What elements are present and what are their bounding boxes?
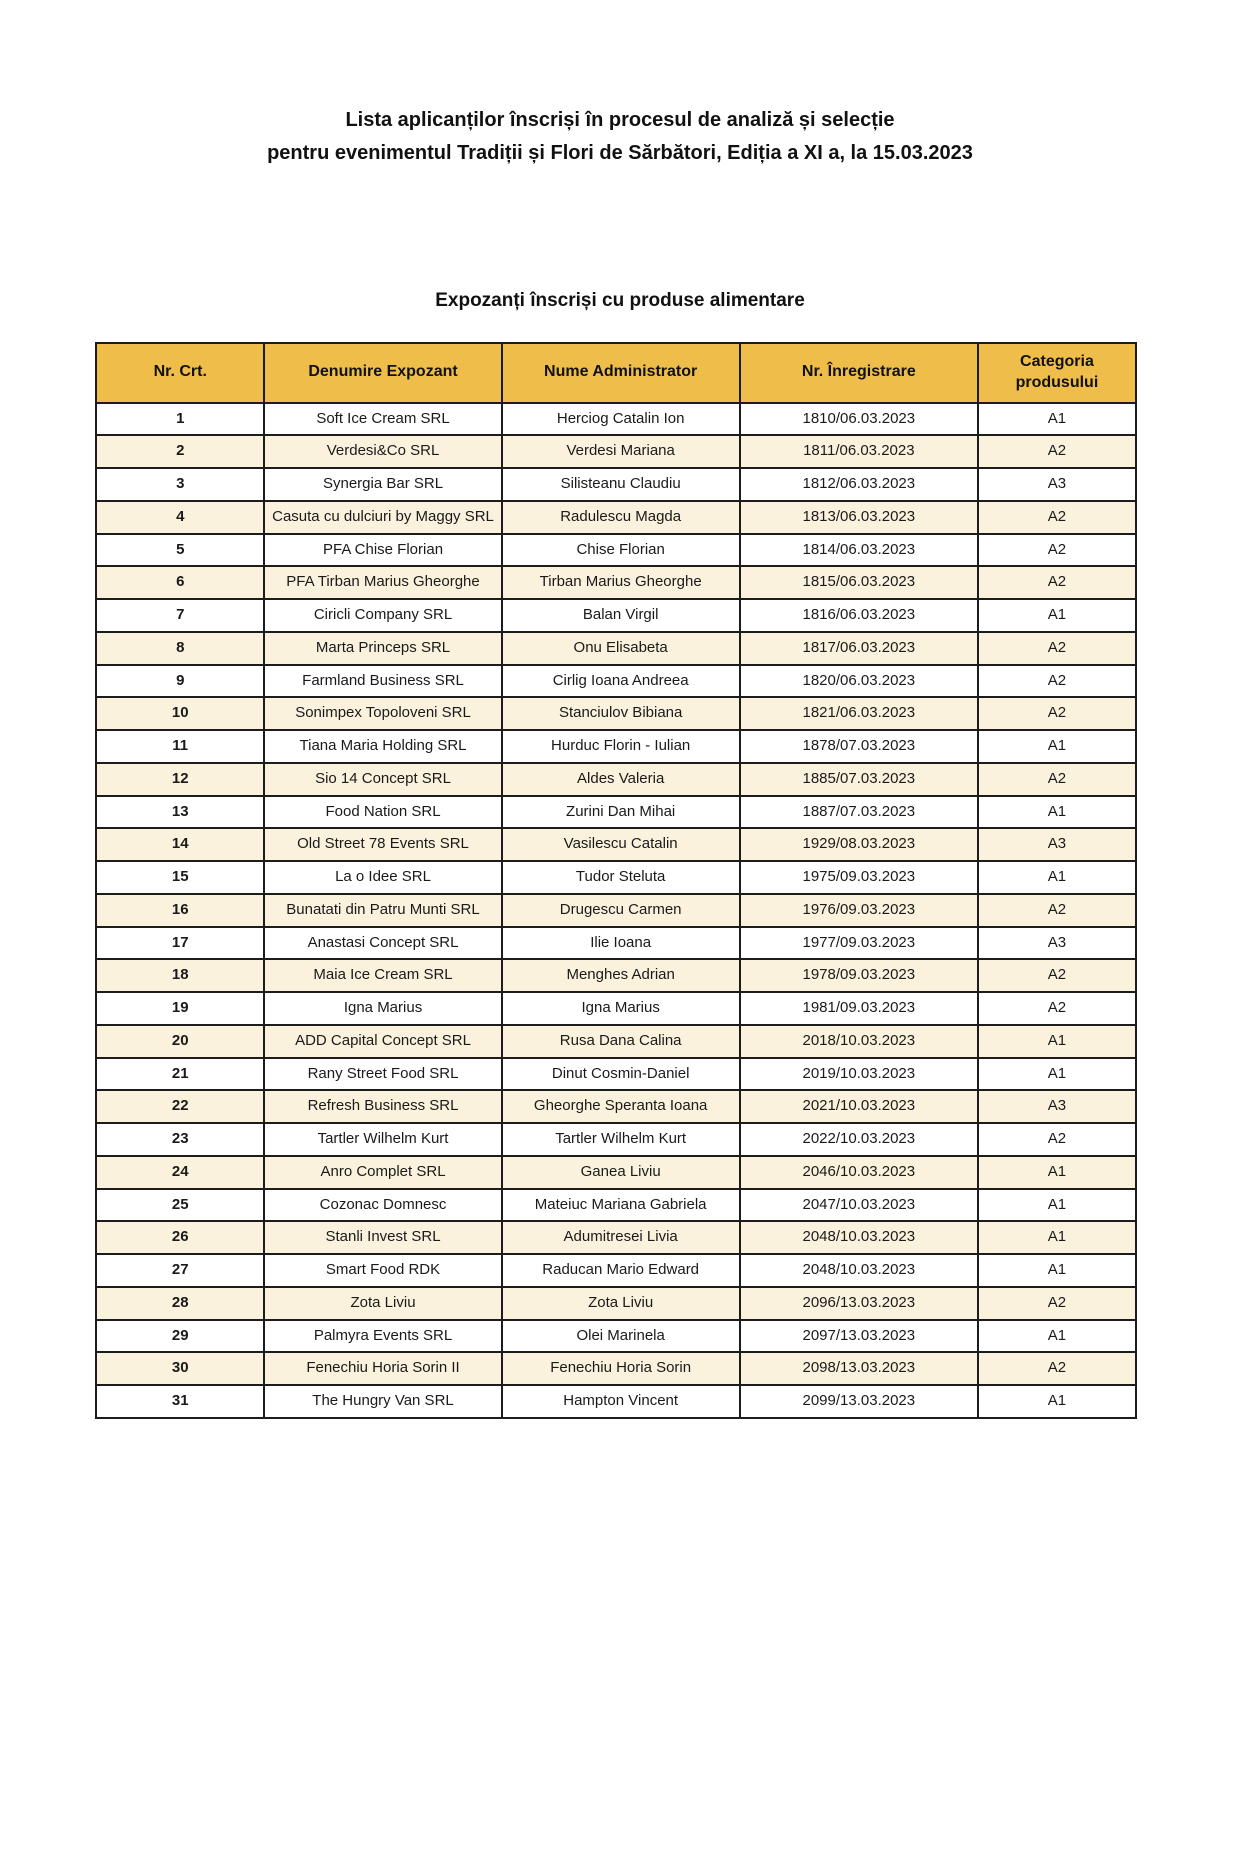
cell-nr-crt: 11 [96, 730, 264, 763]
cell-categoria-produsului: A2 [978, 632, 1136, 665]
cell-denumire-expozant: Sonimpex Topoloveni SRL [264, 697, 501, 730]
cell-nr-inregistrare: 1878/07.03.2023 [740, 730, 978, 763]
cell-denumire-expozant: La o Idee SRL [264, 861, 501, 894]
cell-nume-administrator: Raducan Mario Edward [502, 1254, 740, 1287]
cell-categoria-produsului: A2 [978, 697, 1136, 730]
cell-nr-crt: 26 [96, 1221, 264, 1254]
table-row [96, 1090, 1136, 1123]
table-row [96, 566, 1136, 599]
cell-nr-inregistrare: 2096/13.03.2023 [740, 1287, 978, 1320]
cell-nume-administrator: Dinut Cosmin-Daniel [502, 1058, 740, 1091]
table-row [96, 1385, 1136, 1418]
table-row [96, 1320, 1136, 1353]
cell-nr-inregistrare: 1887/07.03.2023 [740, 796, 978, 829]
cell-nume-administrator: Tartler Wilhelm Kurt [502, 1123, 740, 1156]
cell-nume-administrator: Rusa Dana Calina [502, 1025, 740, 1058]
cell-categoria-produsului: A1 [978, 1221, 1136, 1254]
cell-nume-administrator: Tirban Marius Gheorghe [502, 566, 740, 599]
cell-nume-administrator: Drugescu Carmen [502, 894, 740, 927]
cell-categoria-produsului: A3 [978, 828, 1136, 861]
cell-nr-crt: 31 [96, 1385, 264, 1418]
cell-nr-crt: 19 [96, 992, 264, 1025]
cell-categoria-produsului: A1 [978, 1058, 1136, 1091]
cell-nume-administrator: Gheorghe Speranta Ioana [502, 1090, 740, 1123]
table-row [96, 534, 1136, 567]
cell-nr-crt: 15 [96, 861, 264, 894]
cell-categoria-produsului: A1 [978, 1189, 1136, 1222]
cell-nr-inregistrare: 2048/10.03.2023 [740, 1221, 978, 1254]
cell-nr-inregistrare: 2046/10.03.2023 [740, 1156, 978, 1189]
table-row [96, 927, 1136, 960]
table-row [96, 599, 1136, 632]
cell-categoria-produsului: A1 [978, 1320, 1136, 1353]
table-row [96, 894, 1136, 927]
cell-nume-administrator: Ganea Liviu [502, 1156, 740, 1189]
cell-denumire-expozant: Ciricli Company SRL [264, 599, 501, 632]
document-title-line1: Lista aplicanților înscriși în procesul de analiză și selecție [345, 109, 895, 131]
cell-nr-inregistrare: 2099/13.03.2023 [740, 1385, 978, 1418]
cell-nr-inregistrare: 1981/09.03.2023 [740, 992, 978, 1025]
table-row [96, 1025, 1136, 1058]
table-row [96, 632, 1136, 665]
cell-categoria-produsului: A1 [978, 1254, 1136, 1287]
cell-nr-crt: 14 [96, 828, 264, 861]
cell-nr-crt: 29 [96, 1320, 264, 1353]
table-row [96, 1189, 1136, 1222]
cell-denumire-expozant: Casuta cu dulciuri by Maggy SRL [264, 501, 501, 534]
table-row [96, 1287, 1136, 1320]
cell-nr-crt: 13 [96, 796, 264, 829]
cell-nr-inregistrare: 1816/06.03.2023 [740, 599, 978, 632]
cell-nr-crt: 22 [96, 1090, 264, 1123]
cell-nr-inregistrare: 2019/10.03.2023 [740, 1058, 978, 1091]
cell-categoria-produsului: A2 [978, 566, 1136, 599]
table-row [96, 861, 1136, 894]
cell-denumire-expozant: Igna Marius [264, 992, 501, 1025]
table-row [96, 763, 1136, 796]
cell-nr-inregistrare: 2018/10.03.2023 [740, 1025, 978, 1058]
cell-categoria-produsului: A1 [978, 599, 1136, 632]
cell-nr-inregistrare: 1821/06.03.2023 [740, 697, 978, 730]
cell-nr-crt: 1 [96, 403, 264, 436]
cell-denumire-expozant: Farmland Business SRL [264, 665, 501, 698]
table-row [96, 828, 1136, 861]
cell-denumire-expozant: Smart Food RDK [264, 1254, 501, 1287]
table-row [96, 730, 1136, 763]
exhibitors-table [95, 342, 1137, 1419]
cell-denumire-expozant: Soft Ice Cream SRL [264, 403, 501, 436]
cell-nr-crt: 17 [96, 927, 264, 960]
cell-nr-inregistrare: 1820/06.03.2023 [740, 665, 978, 698]
cell-nr-crt: 28 [96, 1287, 264, 1320]
cell-nr-inregistrare: 1814/06.03.2023 [740, 534, 978, 567]
cell-categoria-produsului: A2 [978, 1352, 1136, 1385]
column-header-nume-administrator: Nume Administrator [502, 343, 740, 403]
cell-nr-crt: 6 [96, 566, 264, 599]
cell-denumire-expozant: Sio 14 Concept SRL [264, 763, 501, 796]
table-header-row [96, 343, 1136, 403]
cell-nr-crt: 18 [96, 959, 264, 992]
cell-categoria-produsului: A2 [978, 534, 1136, 567]
cell-nume-administrator: Adumitresei Livia [502, 1221, 740, 1254]
table-row [96, 1058, 1136, 1091]
column-header-nr-crt: Nr. Crt. [96, 343, 264, 403]
cell-nume-administrator: Menghes Adrian [502, 959, 740, 992]
cell-nr-crt: 9 [96, 665, 264, 698]
cell-nr-crt: 20 [96, 1025, 264, 1058]
table-row [96, 501, 1136, 534]
cell-nr-crt: 24 [96, 1156, 264, 1189]
cell-nr-inregistrare: 2047/10.03.2023 [740, 1189, 978, 1222]
cell-categoria-produsului: A1 [978, 403, 1136, 436]
cell-categoria-produsului: A2 [978, 1287, 1136, 1320]
cell-nume-administrator: Zurini Dan Mihai [502, 796, 740, 829]
cell-nume-administrator: Tudor Steluta [502, 861, 740, 894]
cell-nume-administrator: Hurduc Florin - Iulian [502, 730, 740, 763]
table-row [96, 468, 1136, 501]
cell-nr-crt: 2 [96, 435, 264, 468]
table-row [96, 697, 1136, 730]
cell-nr-inregistrare: 2048/10.03.2023 [740, 1254, 978, 1287]
column-header-denumire-expozant: Denumire Expozant [264, 343, 501, 403]
cell-nume-administrator: Cirlig Ioana Andreea [502, 665, 740, 698]
cell-nr-inregistrare: 1977/09.03.2023 [740, 927, 978, 960]
cell-nr-inregistrare: 2097/13.03.2023 [740, 1320, 978, 1353]
cell-nr-crt: 8 [96, 632, 264, 665]
cell-nume-administrator: Onu Elisabeta [502, 632, 740, 665]
cell-nr-inregistrare: 1975/09.03.2023 [740, 861, 978, 894]
cell-nr-crt: 16 [96, 894, 264, 927]
cell-nume-administrator: Vasilescu Catalin [502, 828, 740, 861]
cell-denumire-expozant: Food Nation SRL [264, 796, 501, 829]
cell-categoria-produsului: A2 [978, 763, 1136, 796]
cell-denumire-expozant: Bunatati din Patru Munti SRL [264, 894, 501, 927]
cell-nr-inregistrare: 2098/13.03.2023 [740, 1352, 978, 1385]
cell-nr-crt: 12 [96, 763, 264, 796]
table-header [96, 343, 1136, 403]
cell-denumire-expozant: Stanli Invest SRL [264, 1221, 501, 1254]
cell-nr-crt: 25 [96, 1189, 264, 1222]
cell-denumire-expozant: ADD Capital Concept SRL [264, 1025, 501, 1058]
cell-categoria-produsului: A1 [978, 1025, 1136, 1058]
cell-denumire-expozant: Rany Street Food SRL [264, 1058, 501, 1091]
cell-nume-administrator: Verdesi Mariana [502, 435, 740, 468]
cell-nume-administrator: Ilie Ioana [502, 927, 740, 960]
cell-denumire-expozant: PFA Chise Florian [264, 534, 501, 567]
column-header-nr-inregistrare: Nr. Înregistrare [740, 343, 978, 403]
cell-nr-inregistrare: 1815/06.03.2023 [740, 566, 978, 599]
column-header-categoria-produsului: Categoria produsului [978, 343, 1136, 403]
table-row [96, 959, 1136, 992]
cell-categoria-produsului: A3 [978, 927, 1136, 960]
table-row [96, 435, 1136, 468]
cell-nume-administrator: Igna Marius [502, 992, 740, 1025]
section-title: Expozanți înscriși cu produse alimentare [435, 290, 805, 311]
cell-nume-administrator: Balan Virgil [502, 599, 740, 632]
cell-categoria-produsului: A1 [978, 1385, 1136, 1418]
document-page [0, 104, 1240, 1859]
cell-nr-inregistrare: 1978/09.03.2023 [740, 959, 978, 992]
cell-nr-inregistrare: 1976/09.03.2023 [740, 894, 978, 927]
cell-nr-inregistrare: 2021/10.03.2023 [740, 1090, 978, 1123]
cell-nr-crt: 5 [96, 534, 264, 567]
cell-nume-administrator: Radulescu Magda [502, 501, 740, 534]
cell-nume-administrator: Fenechiu Horia Sorin [502, 1352, 740, 1385]
cell-categoria-produsului: A3 [978, 468, 1136, 501]
cell-nr-inregistrare: 1811/06.03.2023 [740, 435, 978, 468]
table-row [96, 1254, 1136, 1287]
cell-denumire-expozant: Tartler Wilhelm Kurt [264, 1123, 501, 1156]
cell-nr-crt: 21 [96, 1058, 264, 1091]
cell-categoria-produsului: A2 [978, 959, 1136, 992]
cell-denumire-expozant: Cozonac Domnesc [264, 1189, 501, 1222]
cell-denumire-expozant: Anastasi Concept SRL [264, 927, 501, 960]
cell-denumire-expozant: Old Street 78 Events SRL [264, 828, 501, 861]
cell-nume-administrator: Olei Marinela [502, 1320, 740, 1353]
cell-nr-inregistrare: 1810/06.03.2023 [740, 403, 978, 436]
cell-denumire-expozant: PFA Tirban Marius Gheorghe [264, 566, 501, 599]
table-row [96, 992, 1136, 1025]
cell-nr-crt: 10 [96, 697, 264, 730]
table-row [96, 1221, 1136, 1254]
cell-denumire-expozant: Tiana Maria Holding SRL [264, 730, 501, 763]
table-row [96, 665, 1136, 698]
cell-nume-administrator: Zota Liviu [502, 1287, 740, 1320]
cell-nr-crt: 4 [96, 501, 264, 534]
cell-nr-crt: 3 [96, 468, 264, 501]
table-row [96, 1123, 1136, 1156]
cell-categoria-produsului: A1 [978, 796, 1136, 829]
cell-categoria-produsului: A2 [978, 665, 1136, 698]
cell-nr-crt: 23 [96, 1123, 264, 1156]
cell-nr-crt: 7 [96, 599, 264, 632]
cell-denumire-expozant: Refresh Business SRL [264, 1090, 501, 1123]
cell-denumire-expozant: Verdesi&Co SRL [264, 435, 501, 468]
cell-denumire-expozant: The Hungry Van SRL [264, 1385, 501, 1418]
table-row [96, 1352, 1136, 1385]
cell-nume-administrator: Mateiuc Mariana Gabriela [502, 1189, 740, 1222]
cell-denumire-expozant: Maia Ice Cream SRL [264, 959, 501, 992]
cell-categoria-produsului: A2 [978, 894, 1136, 927]
cell-denumire-expozant: Anro Complet SRL [264, 1156, 501, 1189]
cell-categoria-produsului: A3 [978, 1090, 1136, 1123]
document-title [70, 104, 1170, 170]
cell-denumire-expozant: Fenechiu Horia Sorin II [264, 1352, 501, 1385]
cell-categoria-produsului: A2 [978, 992, 1136, 1025]
table-row [96, 1156, 1136, 1189]
cell-nr-inregistrare: 1929/08.03.2023 [740, 828, 978, 861]
table-row [96, 796, 1136, 829]
cell-nume-administrator: Aldes Valeria [502, 763, 740, 796]
cell-nume-administrator: Herciog Catalin Ion [502, 403, 740, 436]
cell-nume-administrator: Chise Florian [502, 534, 740, 567]
cell-nr-inregistrare: 1885/07.03.2023 [740, 763, 978, 796]
cell-nr-inregistrare: 1817/06.03.2023 [740, 632, 978, 665]
cell-nume-administrator: Stanciulov Bibiana [502, 697, 740, 730]
cell-nr-crt: 30 [96, 1352, 264, 1385]
cell-categoria-produsului: A1 [978, 1156, 1136, 1189]
cell-denumire-expozant: Zota Liviu [264, 1287, 501, 1320]
cell-categoria-produsului: A2 [978, 1123, 1136, 1156]
cell-denumire-expozant: Palmyra Events SRL [264, 1320, 501, 1353]
cell-denumire-expozant: Marta Princeps SRL [264, 632, 501, 665]
cell-nr-inregistrare: 2022/10.03.2023 [740, 1123, 978, 1156]
cell-categoria-produsului: A2 [978, 435, 1136, 468]
cell-nume-administrator: Hampton Vincent [502, 1385, 740, 1418]
cell-categoria-produsului: A1 [978, 730, 1136, 763]
cell-nume-administrator: Silisteanu Claudiu [502, 468, 740, 501]
table-body [96, 403, 1136, 1418]
cell-denumire-expozant: Synergia Bar SRL [264, 468, 501, 501]
cell-categoria-produsului: A2 [978, 501, 1136, 534]
cell-categoria-produsului: A1 [978, 861, 1136, 894]
cell-nr-crt: 27 [96, 1254, 264, 1287]
cell-nr-inregistrare: 1812/06.03.2023 [740, 468, 978, 501]
table-row [96, 403, 1136, 436]
document-title-line2: pentru evenimentul Tradiții și Flori de Sărbători, Ediția a XI a, la 15.03.2023 [267, 142, 973, 164]
cell-nr-inregistrare: 1813/06.03.2023 [740, 501, 978, 534]
